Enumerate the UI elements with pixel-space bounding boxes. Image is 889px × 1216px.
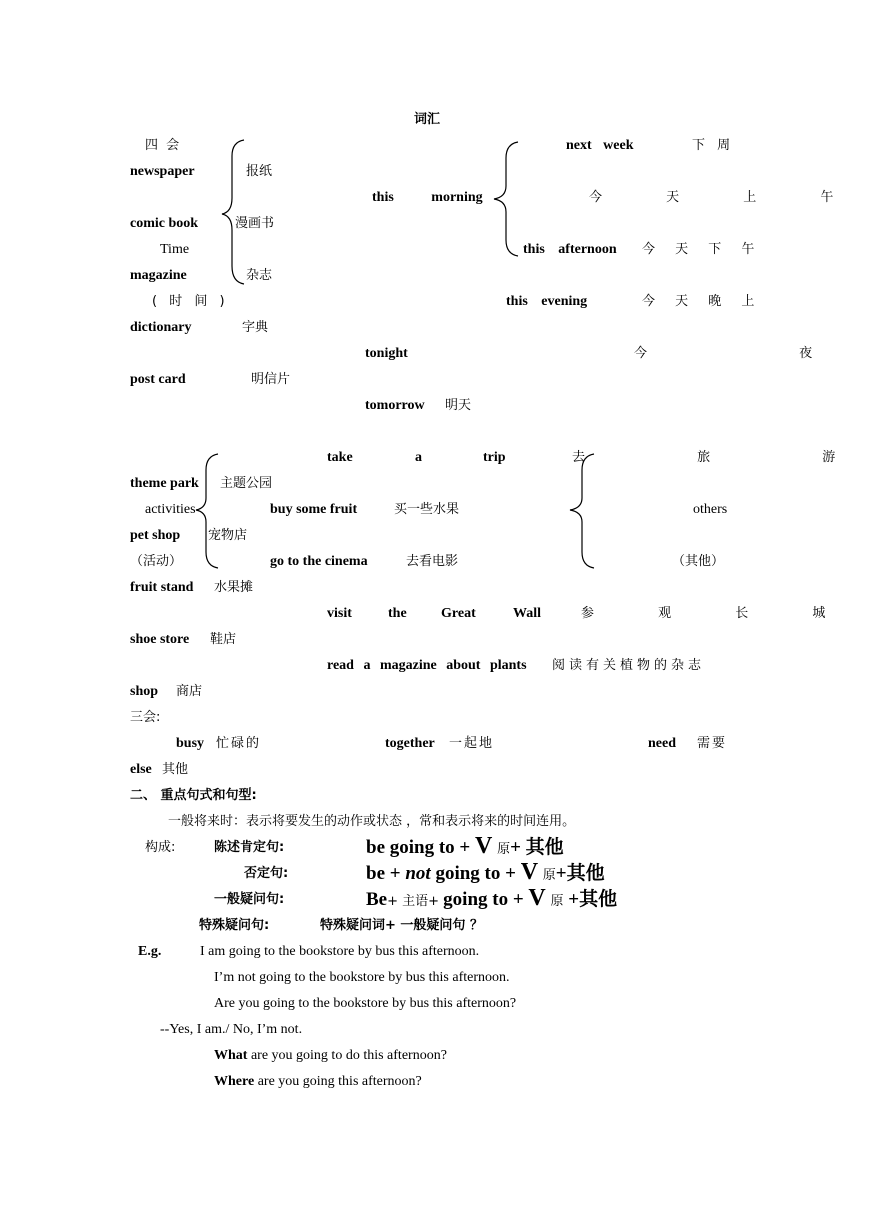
example-3: Are you going to the bookstore by bus this afternoon?: [214, 996, 517, 1011]
three-zh-1: 一起地: [449, 736, 495, 751]
activity-zh-3: 参 观 长 城: [581, 606, 856, 621]
activity-en-0-c: trip: [483, 450, 506, 465]
thing-en-3: dictionary: [130, 320, 192, 335]
time-zh-1: 今 天 上 午: [589, 190, 864, 205]
affirmative-formula: be going to + V 原+ 其他: [366, 833, 564, 859]
activity-en-1: buy some fruit: [270, 502, 358, 517]
activities-label-zh: （活动）: [130, 554, 183, 569]
grammar-definition: 一般将来时：表示将要发生的动作或状态 ，常和表示将来的时间连用。: [168, 814, 576, 829]
time-en-0: next week: [566, 138, 634, 153]
example-6: Where are you going this afternoon?: [214, 1074, 422, 1089]
negative-label: 否定句:: [244, 866, 289, 881]
three-en-3: else: [130, 762, 152, 777]
activity-en-3-d: Wall: [513, 606, 542, 621]
time-en-3: this evening: [506, 294, 588, 309]
place-zh-2: 水果摊: [214, 580, 254, 595]
time-zh-0: 下 周: [692, 138, 735, 153]
thing-zh-0: 报纸: [246, 164, 273, 179]
time-en-1: this morning: [372, 190, 483, 205]
time-zh-4: 今 夜: [634, 346, 887, 361]
thing-zh-3: 字典: [242, 320, 269, 335]
three-en-2: need: [648, 736, 676, 751]
activity-zh-1: 买一些水果: [394, 502, 460, 517]
time-zh-3: 今 天 晚 上: [642, 294, 763, 309]
example-4: --Yes, I am./ No, I’m not.: [160, 1022, 303, 1037]
three-zh-0: 忙碌的: [216, 736, 262, 751]
thing-zh-4: 明信片: [251, 372, 291, 387]
three-zh-2: 需要: [697, 736, 728, 751]
activity-en-3-c: Great: [441, 606, 476, 621]
eg-label: E.g.: [138, 944, 162, 959]
page-title: 词汇: [414, 112, 441, 127]
others-label-zh: （其他）: [672, 554, 725, 569]
time-en-4: tonight: [365, 346, 408, 361]
activity-en-3-a: visit: [327, 606, 352, 621]
example-2: I’m not going to the bookstore by bus this afternoon.: [214, 970, 510, 985]
thing-en-0: newspaper: [130, 164, 195, 179]
time-zh-2: 今 天 下 午: [642, 242, 763, 257]
thing-en-2: magazine: [130, 268, 187, 283]
activity-en-3-b: the: [388, 606, 407, 621]
thing-en-4: post card: [130, 372, 186, 387]
example-5: What are you going to do this afternoon?: [214, 1048, 447, 1063]
wh-formula: 特殊疑问词+ 一般疑问句 ？: [320, 918, 483, 933]
thing-en-1: comic book: [130, 216, 199, 231]
place-en-4: shop: [130, 684, 159, 699]
place-zh-1: 宠物店: [208, 528, 248, 543]
time-label-zh: ( 时 间 ): [152, 294, 229, 309]
three-zh-3: 其他: [162, 762, 189, 777]
place-en-1: pet shop: [130, 528, 181, 543]
activity-en-2: go to the cinema: [270, 554, 368, 569]
question-formula: Be+ 主语+ going to + V 原 +其他: [366, 885, 618, 911]
negative-formula: be + not going to + V 原+其他: [366, 859, 605, 885]
activities-label: activities: [145, 502, 196, 517]
activity-zh-2: 去看电影: [406, 554, 459, 569]
thing-zh-2: 杂志: [246, 268, 273, 283]
example-1: I am going to the bookstore by bus this afternoon.: [200, 944, 480, 959]
activity-zh-4: 阅读有关植物的杂志: [552, 658, 706, 673]
structure-label: 构成:: [145, 840, 176, 855]
time-en-5: tomorrow: [365, 398, 425, 413]
affirmative-label: 陈述肯定句:: [214, 840, 285, 855]
three-en-0: busy: [176, 736, 205, 751]
question-label: 一般疑问句:: [214, 892, 285, 907]
activity-en-4: read a magazine about plants: [327, 658, 527, 673]
time-label: Time: [160, 242, 190, 257]
place-en-2: fruit stand: [130, 580, 194, 595]
grammar-heading: 二、 重点句式和句型:: [130, 788, 257, 803]
time-en-2: this afternoon: [523, 242, 617, 257]
place-en-3: shoe store: [130, 632, 190, 647]
place-en-0: theme park: [130, 476, 199, 491]
thing-zh-1: 漫画书: [235, 216, 275, 231]
place-zh-4: 商店: [176, 684, 203, 699]
three-en-1: together: [385, 736, 435, 751]
place-zh-3: 鞋店: [210, 632, 237, 647]
place-zh-0: 主题公园: [220, 476, 273, 491]
time-zh-5: 明天: [445, 398, 472, 413]
activity-en-0-b: a: [415, 450, 422, 465]
san-hui-label: 三会:: [130, 710, 161, 725]
activity-zh-0: 去 旅 游: [572, 450, 889, 465]
activity-en-0-a: take: [327, 450, 353, 465]
wh-label: 特殊疑问句:: [199, 918, 270, 933]
si-hui-label: 四 会: [145, 138, 182, 153]
others-label: others: [693, 502, 728, 517]
